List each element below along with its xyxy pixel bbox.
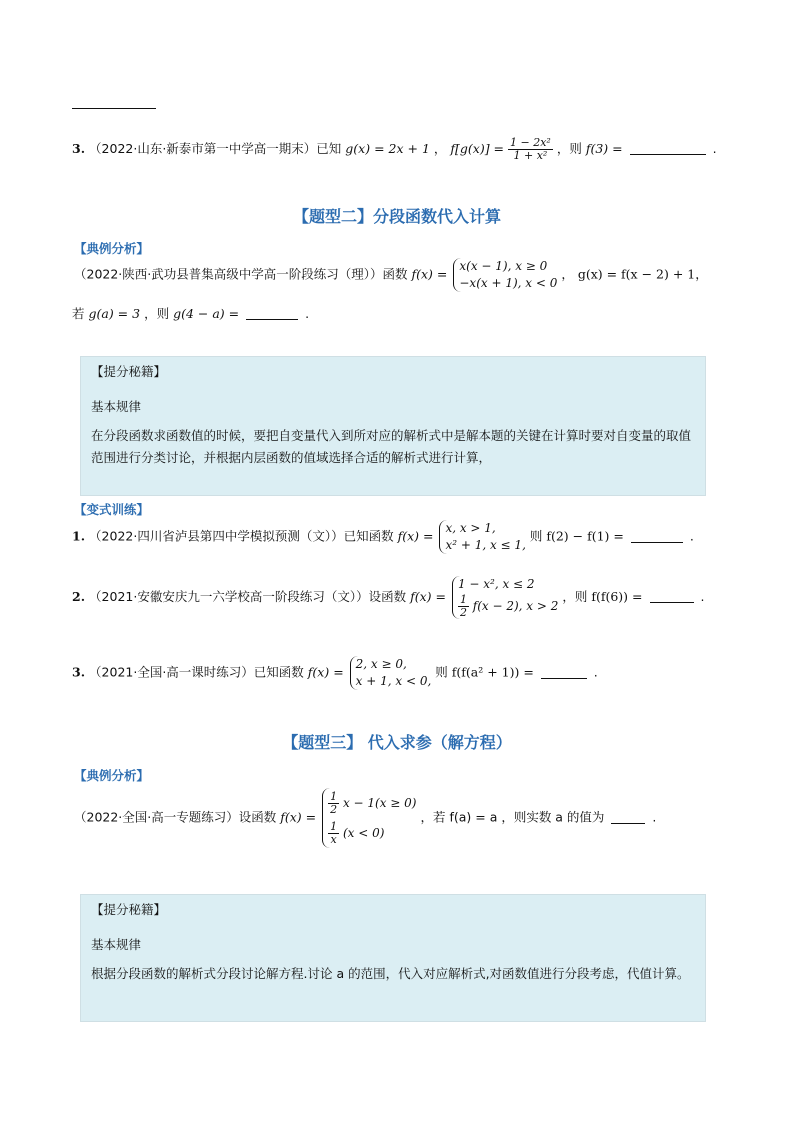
tip-box-1 — [80, 356, 706, 496]
ask-expression: ，则 f(f(6)) = — [562, 589, 643, 604]
answer-blank[interactable] — [541, 665, 587, 679]
question-source: （2022·山东·新泰市第一中学高一期末）已知 — [89, 141, 342, 156]
piecewise-brace — [350, 656, 432, 690]
question-source: （2021·全国·高一课时练习）已知函数 — [89, 664, 304, 680]
piecewise-brace — [452, 576, 558, 619]
f-definition: f(x) = — [411, 266, 448, 282]
fraction-top: 1 — [330, 790, 338, 803]
separator: ， — [433, 141, 447, 156]
section-heading-2: 【题型二】分段函数代入计算 — [292, 207, 501, 226]
case-2: f(x − 2), x > 2 — [472, 599, 559, 613]
period: . — [593, 664, 598, 680]
ask-expression: 则 f(2) − f(1) = — [529, 528, 624, 544]
ga-expression: g(a) = 3 — [88, 306, 141, 321]
ask-expression: g(4 − a) = — [173, 306, 240, 321]
example-3 — [74, 788, 656, 848]
example-label-2: 【典例分析】 — [74, 241, 150, 256]
period: . — [305, 306, 310, 321]
period: . — [689, 528, 694, 544]
example-2-line2 — [72, 304, 309, 322]
answer-blank[interactable] — [611, 810, 645, 824]
variant-3 — [72, 656, 598, 690]
case-2-row — [458, 593, 558, 619]
fg-definition: f[g(x)] = — [450, 141, 505, 156]
period: . — [712, 141, 717, 156]
case-2: x + 1, x < 0, — [355, 674, 432, 688]
period: . — [700, 589, 705, 604]
case-1: 1 − x², x ≤ 2 — [457, 577, 535, 591]
tip-title: 【提分秘籍】 — [91, 902, 167, 917]
tip-subtitle: 基本规律 — [91, 937, 142, 952]
case-1: x(x − 1), x ≥ 0 — [459, 259, 548, 273]
tip-body: 在分段函数求函数值的时候，要把自变量代入到所对应的解析式中是解本题的关键在计算时要对自变量的取值范围进行分类讨论，并根据内层函数的值域选择合适的解析式进行计算， — [91, 428, 692, 465]
fraction-top: 1 — [330, 820, 338, 833]
case-1: x − 1(x ≥ 0) — [342, 796, 417, 810]
tip-body: 根据分段函数的解析式分段讨论解方程.讨论 a 的范围，代入对应解析式,对函数值进行分段考虑，代值计算。 — [91, 966, 690, 981]
fraction — [508, 137, 553, 162]
question-source: （2021·安徽安庆九一六学校高一阶段练习（文））设函数 — [89, 589, 407, 604]
if-text: 若 — [72, 306, 85, 321]
tip-box-2 — [80, 894, 706, 1022]
example-label-3: 【典例分析】 — [74, 768, 150, 783]
then-text: ，则 — [556, 141, 582, 156]
fraction — [328, 791, 339, 816]
answer-blank[interactable] — [246, 306, 298, 320]
tip-subtitle: 基本规律 — [91, 399, 142, 414]
period: . — [652, 809, 657, 825]
fraction — [328, 821, 339, 846]
fraction — [458, 594, 469, 619]
f-definition: f(x) = — [307, 664, 344, 680]
fraction-top: 1 — [459, 593, 467, 606]
g-definition: g(x) = 2x + 1 — [345, 141, 430, 156]
question-number: 3. — [72, 664, 86, 680]
ask-expression: f(3) = — [585, 141, 623, 156]
top-rule — [72, 108, 156, 109]
variant-label: 【变式训练】 — [74, 502, 150, 517]
variant-2 — [72, 576, 704, 619]
example-source: （2022·陕西·武功县普集高级中学高一阶段练习（理））函数 — [74, 266, 408, 282]
example-source: （2022·全国·高一专题练习）设函数 — [74, 809, 277, 825]
case-1: 2, x ≥ 0, — [355, 657, 407, 671]
condition-text: ，若 f(a) = a ，则实数 a 的值为 — [420, 809, 605, 825]
then-text: ，则 — [144, 306, 170, 321]
piecewise-brace — [439, 520, 525, 554]
case-2-row — [328, 818, 416, 848]
question-number: 3. — [72, 141, 86, 156]
g-definition: ， g(x) = f(x − 2) + 1， — [561, 266, 708, 282]
piecewise-brace — [453, 258, 557, 292]
fraction-bottom: 2 — [330, 803, 338, 816]
section-heading-3: 【题型三】 代入求参（解方程） — [282, 733, 512, 752]
question-number: 1. — [72, 528, 86, 544]
variant-1 — [72, 520, 694, 554]
f-definition: f(x) = — [410, 589, 446, 604]
example-2-line1 — [74, 258, 708, 292]
tip-title: 【提分秘籍】 — [91, 364, 167, 379]
fraction-top: 1 − 2x² — [510, 136, 551, 149]
f-definition: f(x) = — [280, 809, 317, 825]
case-2: (x < 0) — [342, 826, 385, 840]
piecewise-brace — [322, 788, 416, 848]
case-1: x, x > 1, — [445, 521, 496, 535]
case-1-row — [328, 788, 416, 818]
fraction-bottom: x — [330, 833, 337, 846]
f-definition: f(x) = — [397, 528, 434, 544]
fraction-bottom: 2 — [459, 606, 467, 619]
question-3-section1 — [72, 134, 717, 164]
ask-expression: 则 f(f(a² + 1)) = — [435, 664, 534, 680]
answer-blank[interactable] — [630, 141, 706, 155]
answer-blank[interactable] — [631, 529, 683, 543]
question-source: （2022·四川省泸县第四中学模拟预测（文））已知函数 — [89, 528, 394, 544]
case-2: x² + 1, x ≤ 1, — [445, 538, 526, 552]
case-2: −x(x + 1), x < 0 — [459, 276, 558, 290]
fraction-bottom: 1 + x² — [513, 149, 548, 162]
question-number: 2. — [72, 589, 86, 604]
answer-blank[interactable] — [650, 589, 694, 603]
